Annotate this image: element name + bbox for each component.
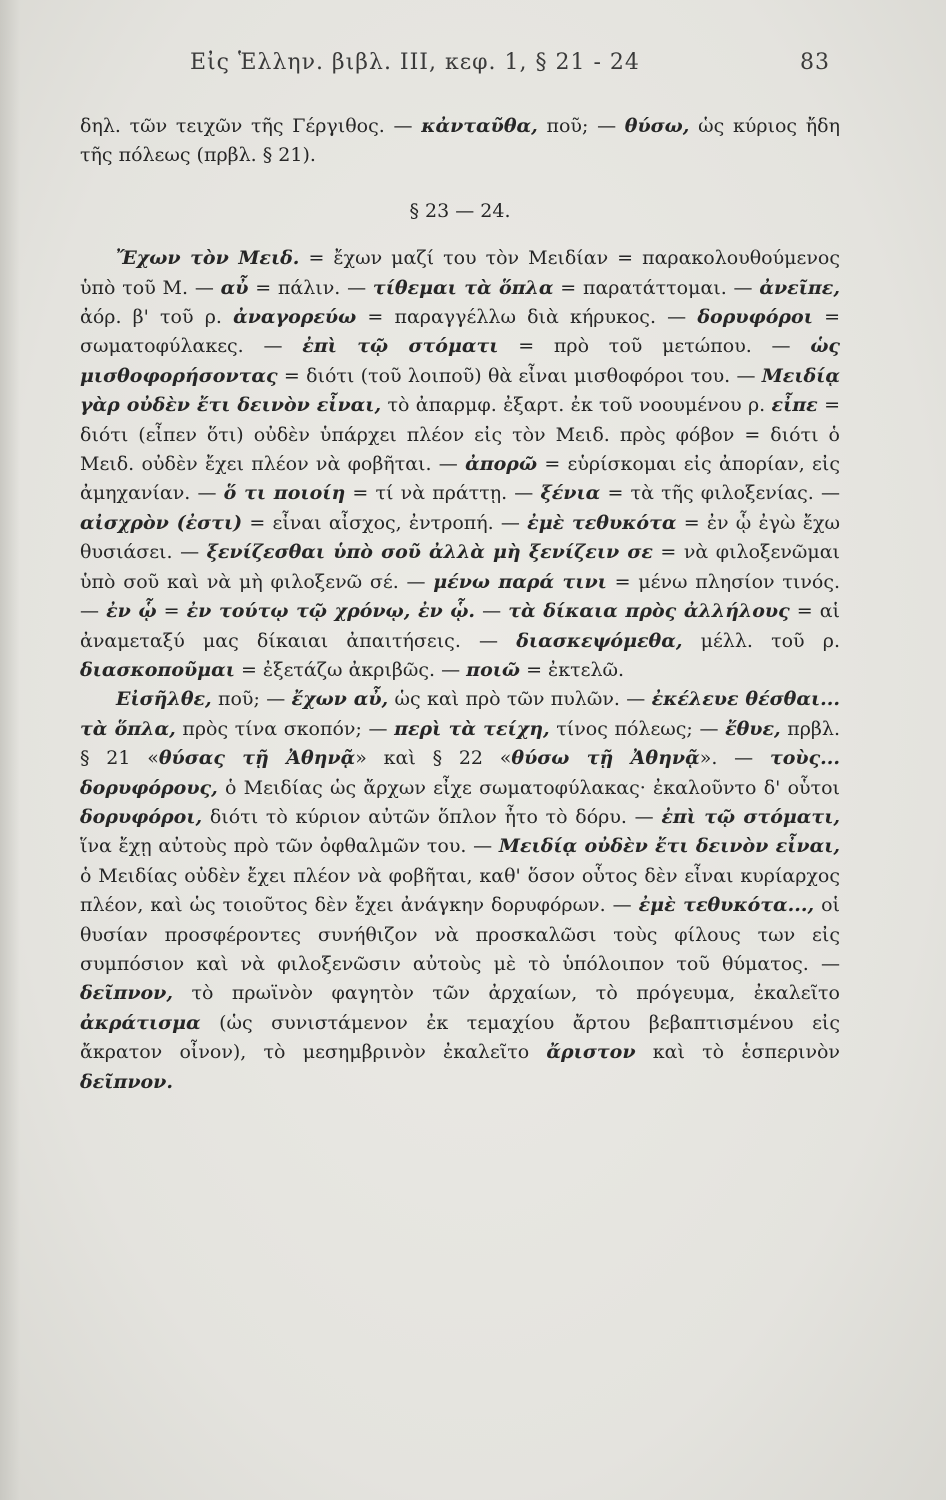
gloss-text: (ὡς συνιστάμενον ἐκ τεμαχίου ἄρτου βεβαπτισμένου εἰς ἄκρατον οἶνον), τὸ μεσημβρινὸν ἐκαλεῖτο [80, 1011, 840, 1064]
gloss-text: μέλλ. τοῦ ρ. [682, 629, 840, 652]
section-heading: § 23 — 24. [409, 199, 511, 222]
lemma: περὶ τὰ τείχη, [394, 717, 550, 740]
running-title: Εἰς Ἑλλην. βιβλ. ΙΙΙ, κεφ. 1, § 21 - 24 [190, 50, 640, 75]
lemma: ἔχων αὖ, [291, 688, 389, 711]
gloss-text: = ἐν ᾧ ἐγὼ ἔχω θυσιάσει. — [80, 511, 840, 564]
gloss-text: = εἶναι αἶσχος, ἐντροπή. — [242, 511, 528, 534]
lemma: τίθεμαι τὰ ὅπλα [372, 276, 554, 299]
lemma: Μειδίᾳ γὰρ οὐδὲν ἔτι δεινὸν εἶναι, [80, 364, 840, 417]
gloss-text: = εὑρίσκομαι εἰς ἀπορίαν, εἰς ἀμηχανίαν. — [80, 453, 840, 505]
gloss-text: = ἔχων μαζί του τὸν Μειδίαν = παρακολουθούμενος ὑπὸ τοῦ Μ. — [80, 247, 840, 299]
lemma: ποιῶ [466, 658, 521, 681]
lemma: ἐπὶ τῷ στόματι [302, 335, 499, 358]
lemma: τοὺς... δορυφόρους, [80, 747, 840, 799]
gloss-text: = [156, 600, 187, 623]
gloss-text: » καὶ § 22 « [355, 747, 512, 770]
gloss-text: καὶ τὸ ἑσπερινὸν [635, 1041, 840, 1064]
gloss-text: τὸ ἀπαρμφ. ἐξαρτ. ἐκ τοῦ νοουμένου ρ. [381, 394, 772, 417]
gloss-text: = μένω πλησίον τινός. — [80, 570, 840, 623]
lemma: ἀνεῖπε, [759, 276, 840, 299]
lemma: θύσας τῇ Ἀθηνᾷ [158, 747, 356, 770]
gloss-text: = παρατάττομαι. — [553, 276, 760, 299]
lemma: κἀνταῦθα, [421, 115, 538, 137]
lemma: ὅ τι ποιοίη [223, 482, 346, 505]
lemma: ὡς μισθοφορήσοντας [80, 335, 841, 387]
gloss-text: πρὸς τίνα σκοπόν; — [175, 717, 395, 740]
binding-shadow [0, 0, 20, 1500]
lemma: δεῖπνον. [80, 1070, 173, 1093]
gloss-text: ὡς κύριος ἤδη τῆς πόλεως (πρβλ. § 21). [80, 115, 840, 167]
gloss-text: = ἐξετάζω ἀκριβῶς. — [234, 658, 467, 681]
paragraph-2 [80, 244, 840, 685]
lemma: εἶπε [771, 394, 818, 417]
lemma: δορυφόροι, [80, 805, 203, 828]
gloss-text: = ἐκτελῶ. [520, 658, 625, 681]
lemma: ἐπὶ τῷ στόματι, [661, 805, 841, 828]
gloss-text: ὡς καὶ πρὸ τῶν πυλῶν. — [388, 688, 652, 711]
lemma: ἐκέλευε θέσθαι... τὰ ὅπλα, [80, 688, 840, 740]
lemma: ἐν τούτῳ τῷ χρόνῳ, ἐν ᾧ. [186, 600, 476, 623]
gloss-text: = πάλιν. — [248, 276, 373, 299]
lemma: αὖ [220, 276, 249, 299]
lemma: ἔθυε, [725, 717, 781, 740]
lemma: Ἔχων τὸν Μειδ. [116, 247, 300, 270]
lemma: διασκοποῦμαι [80, 658, 235, 681]
lemma: τὰ δίκαια πρὸς ἀλλήλους [508, 600, 790, 623]
gloss-text: ποῦ; — [211, 688, 292, 711]
lemma: ἀναγορεύω [233, 306, 357, 329]
lemma: ἄριστον [546, 1041, 636, 1064]
paragraph-3 [80, 685, 840, 1097]
lemma: αἰσχρὸν (ἐστι) [80, 511, 243, 534]
gloss-text: ὁ Μειδίας ὡς ἄρχων εἶχε σωματοφύλακας· ἐκαλοῦντο δ' οὗτοι [217, 776, 840, 799]
commentary-body [80, 112, 840, 1097]
lemma: ξένια [540, 482, 601, 505]
lemma: Εἰσῆλθε, [116, 688, 212, 711]
running-header [190, 50, 830, 90]
gloss-text: = πρὸ τοῦ μετώπου. — [498, 335, 811, 358]
page-number: 83 [800, 50, 830, 75]
lemma: διασκεψόμεθα, [516, 629, 683, 652]
lemma: ξενίζεσθαι ὑπὸ σοῦ ἀλλὰ μὴ ξενίζειν σε [206, 541, 653, 564]
gloss-text: = νὰ φιλοξενῶμαι ὑπὸ σοῦ καὶ νὰ μὴ φιλοξενῶ σέ. — [80, 541, 840, 593]
gloss-text: διότι τὸ κύριον αὐτῶν ὅπλον ἦτο τὸ δόρυ. — [202, 805, 662, 828]
lemma: δεῖπνον, [80, 982, 173, 1005]
gloss-text: τὸ πρωϊνὸν φαγητὸν τῶν ἀρχαίων, τὸ πρόγευμα, ἐκαλεῖτο [172, 982, 840, 1005]
gloss-text: = τί νὰ πράττῃ. — [345, 482, 541, 505]
gloss-text: = τὰ τῆς φιλοξενίας. — [600, 482, 840, 505]
gloss-text: = αἱ ἀναμεταξύ μας δίκαιαι ἀπαιτήσεις. — [80, 600, 840, 652]
gloss-text: = σωματοφύλακες. — [80, 306, 840, 358]
lemma: μένω παρά τινι [433, 570, 607, 593]
gloss-text: πρβλ. § 21 « [80, 717, 840, 770]
gloss-text: = διότι (τοῦ λοιποῦ) θὰ εἶναι μισθοφόροι του. — [277, 364, 762, 387]
gloss-text: — [475, 600, 509, 623]
lemma: θύσω, [624, 115, 690, 137]
gloss-text: ὁ Μειδίας οὐδὲν ἔχει πλέον νὰ φοβῆται, καθ' ὅσον οὗτος δὲν εἶναι κυρίαρχος πλέον, καὶ ὡς τοιοῦτος δὲν ἔχει ἀνάγκην δορυφόρων. — [80, 864, 840, 917]
gloss-text: = παραγγέλλω διὰ κήρυκος. — [356, 306, 698, 329]
lemma: ἀκράτισμα [80, 1011, 201, 1034]
lemma: θύσω τῇ Ἀθηνᾷ [511, 747, 700, 770]
gloss-text: τίνος πόλεως; — [549, 717, 726, 740]
lemma: δορυφόροι [697, 306, 813, 329]
gloss-text: ἀόρ. β' τοῦ ρ. [80, 306, 234, 329]
lemma: Μειδίᾳ οὐδὲν ἔτι δεινὸν εἶναι, [498, 835, 841, 858]
lemma: ἀπορῶ [465, 453, 538, 476]
paragraph-1 [80, 112, 840, 171]
lemma: ἐμὲ τεθυκότα..., [638, 894, 815, 917]
gloss-text: ». — [699, 747, 770, 770]
lemma: ἐν ᾧ [106, 600, 157, 623]
gloss-text: = διότι (εἶπεν ὅτι) οὐδὲν ὑπάρχει πλέον εἰς τὸν Μειδ. πρὸς φόβον = διότι ὁ Μειδ. οὐδὲν ἔχει πλέον νὰ φοβῆται. — [80, 394, 840, 476]
gloss-text: δηλ. τῶν τειχῶν τῆς Γέργιθος. — [80, 115, 422, 137]
gloss-text: ἵνα ἔχῃ αὐτοὺς πρὸ τῶν ὀφθαλμῶν του. — [80, 835, 499, 858]
gloss-text: οἱ θυσίαν προσφέροντες συνήθιζον νὰ προσκαλῶσι τοὺς φίλους των εἰς συμπόσιον καὶ νὰ φιλοξενῶσιν αὐτοὺς μὲ τὸ ὑπόλοιπον τοῦ θύματος. — [80, 894, 841, 975]
gloss-text: ποῦ; — [537, 115, 625, 137]
lemma: ἐμὲ τεθυκότα [527, 511, 677, 534]
